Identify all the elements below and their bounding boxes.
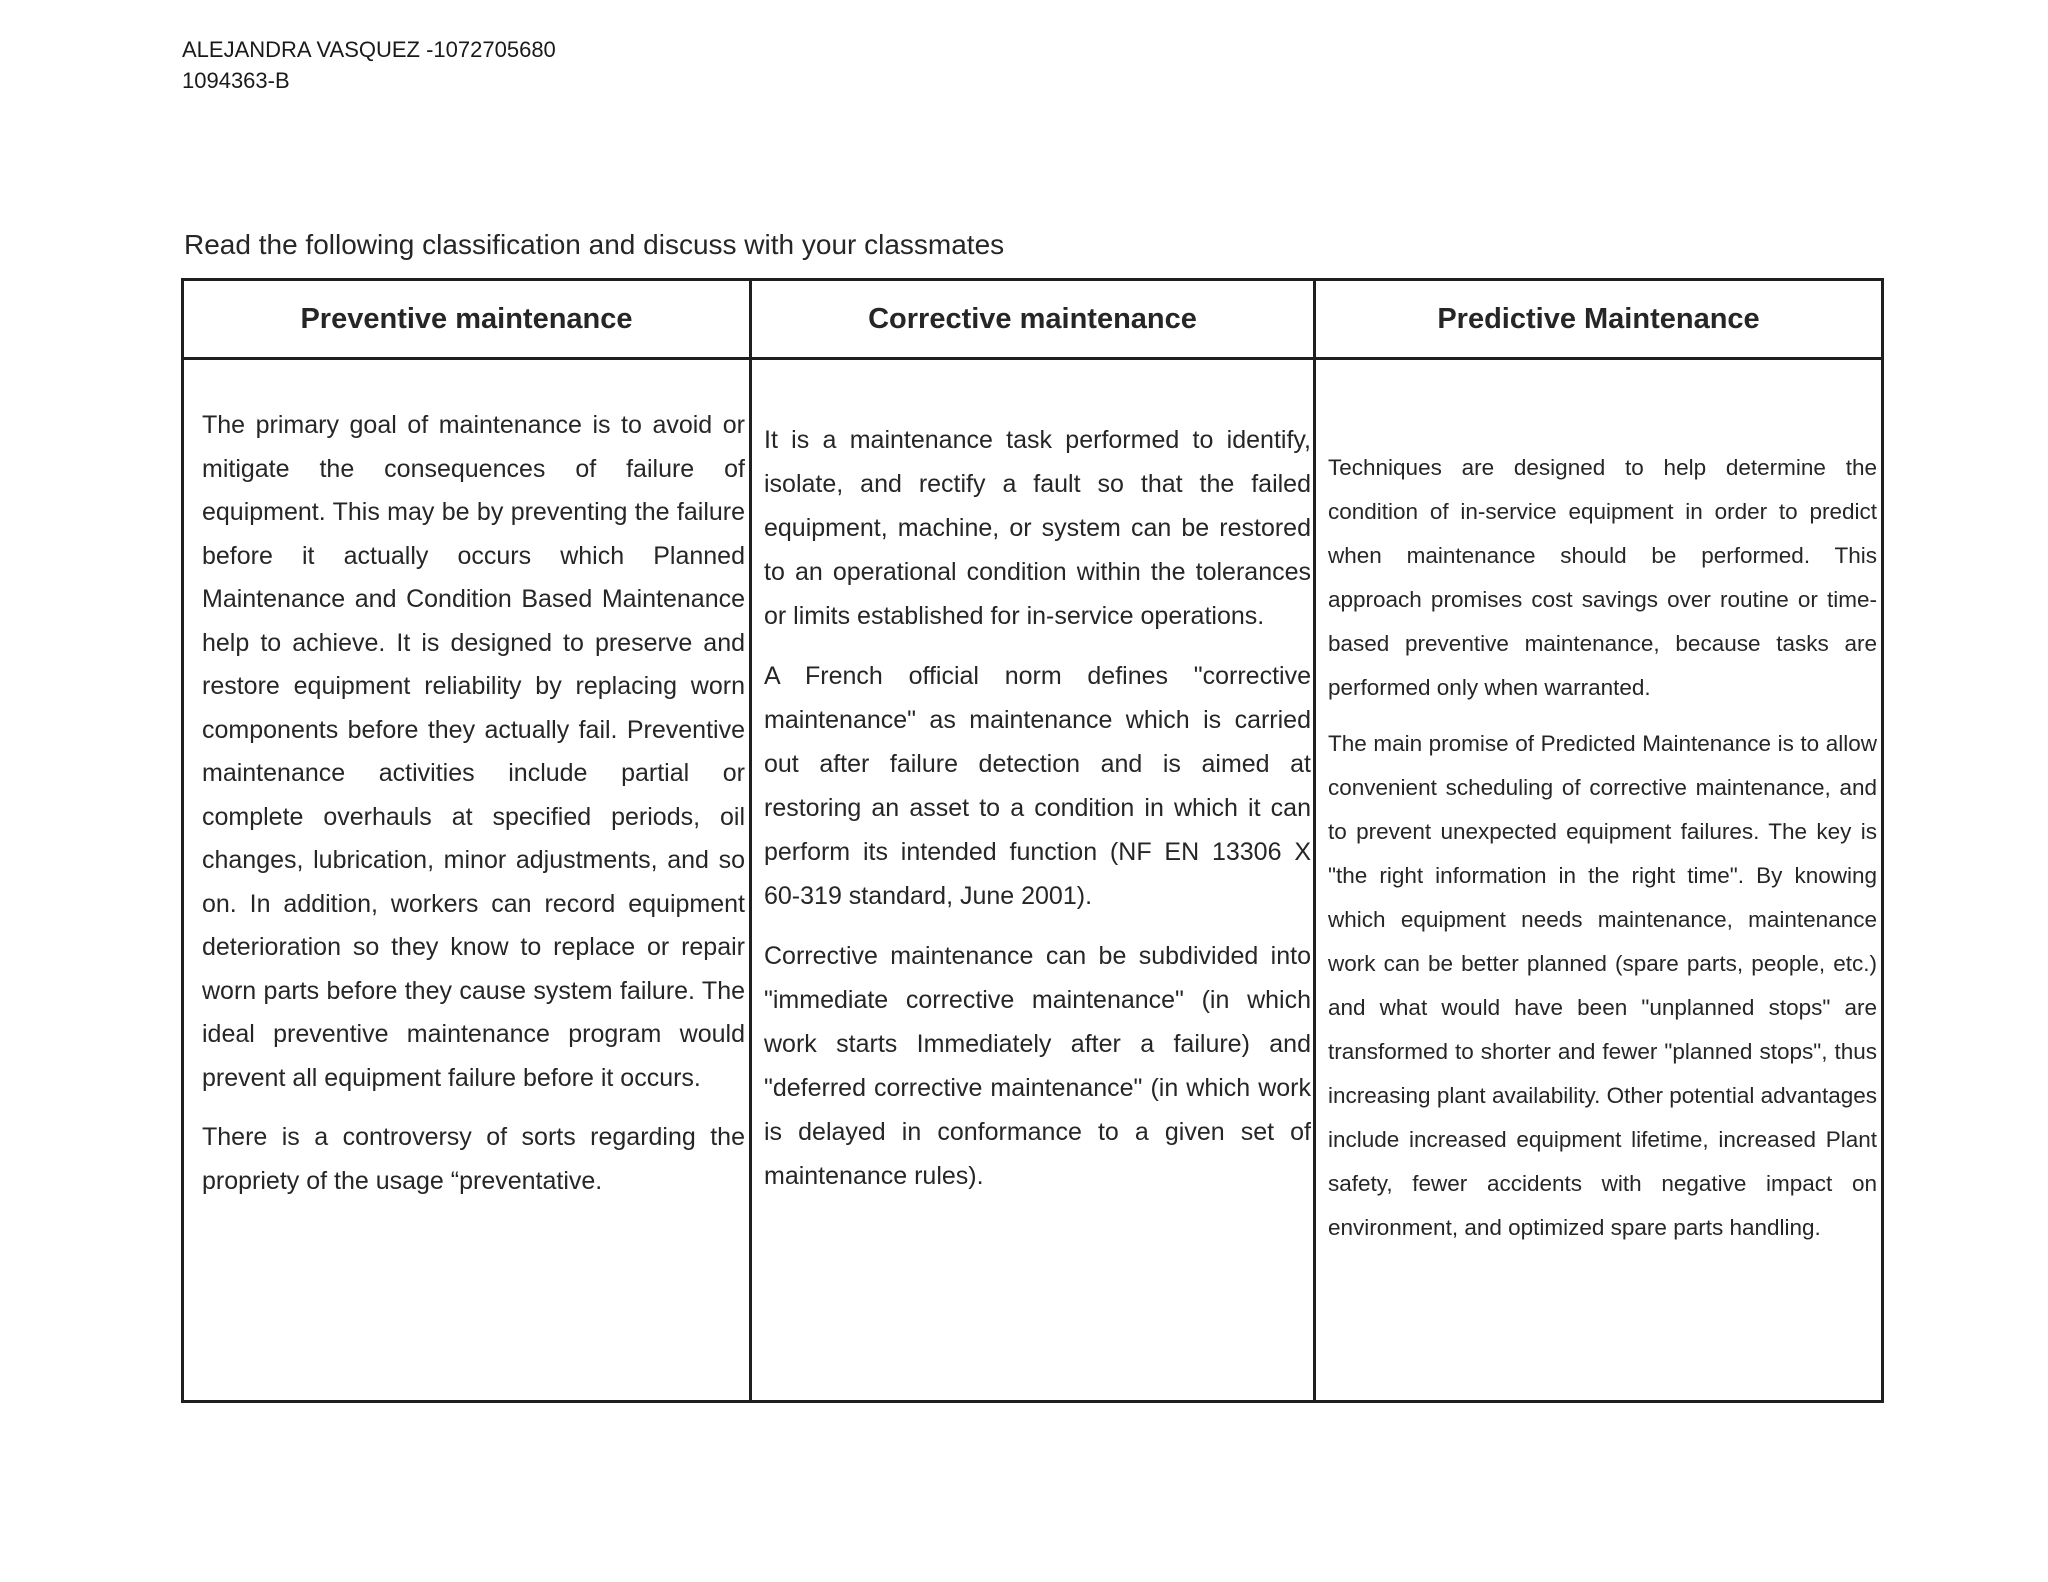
student-name-id: ALEJANDRA VASQUEZ -1072705680 xyxy=(182,37,556,62)
maintenance-classification-table xyxy=(181,278,1884,1403)
header-preventive: Preventive maintenance xyxy=(183,280,751,359)
document-header xyxy=(182,34,556,96)
preventive-cell xyxy=(183,359,751,1402)
predictive-paragraph-1: Techniques are designed to help determine the condition of in-service equipment in order to predict when maintenance should be performed. This approach promises cost savings over routine or time-based preventive maintenance, because tasks are performed only when warranted. xyxy=(1328,455,1877,700)
header-corrective: Corrective maintenance xyxy=(751,280,1315,359)
corrective-paragraph-1: It is a maintenance task performed to identify, isolate, and rectify a fault so that the failed equipment, machine, or system can be restored to an operational condition within the tolerances or limits established for in-service operations. xyxy=(764,426,1311,630)
corrective-paragraph-2: A French official norm defines "corrective maintenance" as maintenance which is carried out after failure detection and is aimed at restoring an asset to a condition in which it can perform its intended function (NF EN 13306 X 60-319 standard, June 2001). xyxy=(764,662,1311,910)
corrective-paragraph-3: Corrective maintenance can be subdivided into "immediate corrective maintenance" (in which work starts Immediately after a failure) and "deferred corrective maintenance" (in which work is delayed in conformance to a given set of maintenance rules). xyxy=(764,942,1311,1190)
corrective-cell xyxy=(751,359,1315,1402)
header-predictive: Predictive Maintenance xyxy=(1315,280,1883,359)
instruction-text: Read the following classification and discuss with your classmates xyxy=(184,229,1005,260)
table-row xyxy=(183,359,1883,1402)
preventive-paragraph-2: There is a controversy of sorts regarding the propriety of the usage “preventative. xyxy=(202,1123,745,1195)
table-header-row xyxy=(183,280,1883,359)
preventive-paragraph-1: The primary goal of maintenance is to avoid or mitigate the consequences of failure of equipment. This may be by preventing the failure before it actually occurs which Planned Maintenance and Condition Based Maintenance help to achieve. It is designed to preserve and restore equipment reliability by replacing worn components before they actually fail. Preventive maintenance activities include partial or complete overhauls at specified periods, oil changes, lubrication, minor adjustments, and so on. In addition, workers can record equipment deterioration so they know to replace or repair worn parts before they cause system failure. The ideal preventive maintenance program would prevent all equipment failure before it occurs. xyxy=(202,411,745,1092)
group-code: 1094363-B xyxy=(182,68,290,93)
predictive-paragraph-2: The main promise of Predicted Maintenance is to allow convenient scheduling of corrective maintenance, and to prevent unexpected equipment failures. The key is "the right information in the right time". By knowing which equipment needs maintenance, maintenance work can be better planned (spare parts, people, etc.) and what would have been "unplanned stops" are transformed to shorter and fewer "planned stops", thus increasing plant availability. Other potential advantages include increased equipment lifetime, increased Plant safety, fewer accidents with negative impact on environment, and optimized spare parts handling. xyxy=(1328,731,1877,1240)
predictive-cell xyxy=(1315,359,1883,1402)
